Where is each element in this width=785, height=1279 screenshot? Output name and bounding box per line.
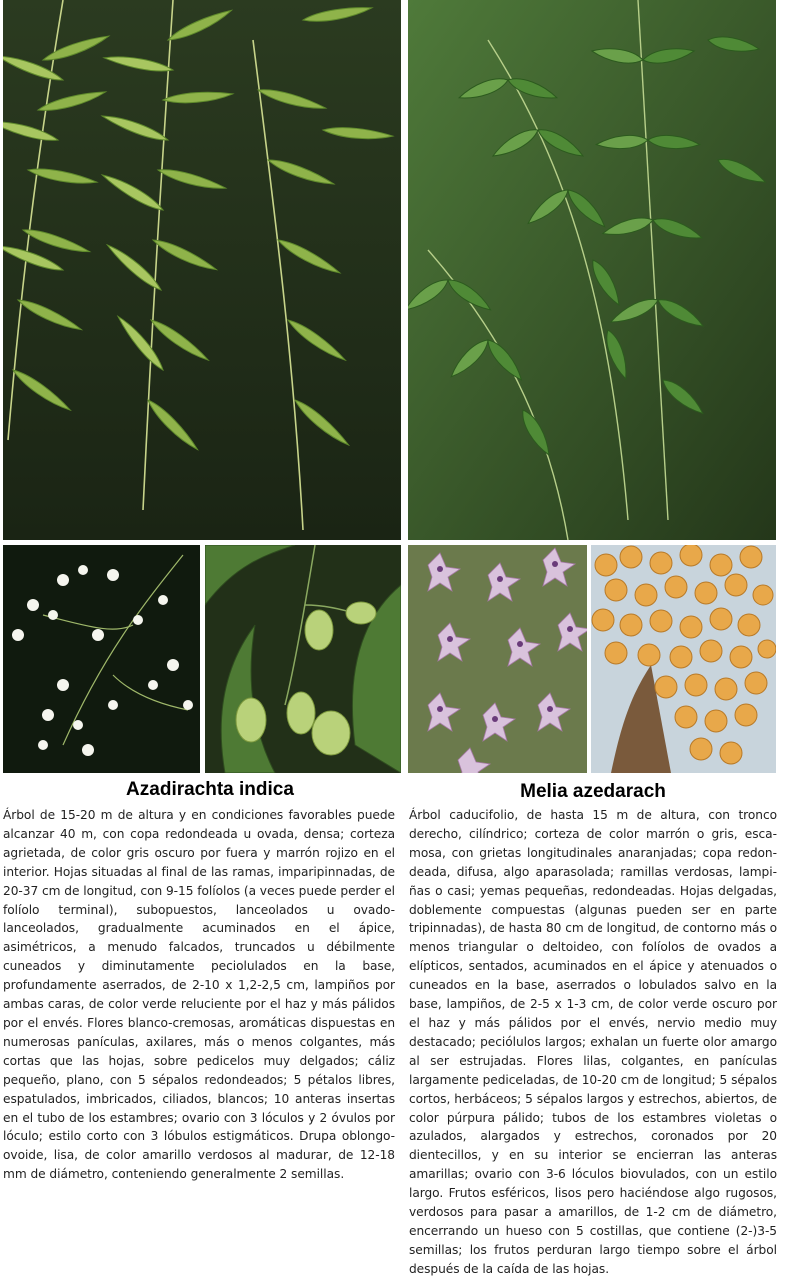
- melia-foliage-photo: [408, 0, 776, 540]
- description-melia: Árbol caducifolio, de hasta 15 m de altura, con tronco derecho, cilíndrico; corteza de color marrón o gris, escamosa, con grietas longitudinales anaranjadas; copa redondeada, difusa, algo aparasolada; ramillas verdosas, lampiñas o casi; yemas pequeñas, redondeadas. Hojas delgadas, doblemente compuestas (algunas pueden ser en parte tripinnadas), de hasta 80 cm de longitud, de contorno más o menos triangular o deltoideo, con folíolos de ovados a elípticos, sentados, acuminados en el ápice y atenuados o cuneados en la base, aserrados o lobulados salvo en la base, lampiños, de 2-5 x 1-3 cm, de color verde oscuro por el haz y más pálidos por el envés, nervio medio muy destacado; peciólulos largos; exhalan un fuerte olor amargo al ser estrujadas. Flores lilas, colgantes, en panículas largamente pediceladas, de 10-20 cm de longitud; 5 sépalos cortos, herbáceos; 5 sépalos largos y estrechos, abiertos, de color púrpura pálido; tubos de los estambres violetas o azulados, alargados y estrechos, coronados por 20 dientecillos, y en su interior se encierran las anteras amarillas; ovario con 3-6 lóculos biovulados, con un estilo largo. Frutos esféricos, lisos pero haciéndose algo rugosos, verdosos para pasar a amarillos, de 1-2 cm de diámetro, encerrando un hueso con 5 costillas, que contiene (2-)3-5 semillas; los frutos perduran largo tiempo sobre el árbol después de la caída de las hojas.: [409, 808, 777, 1276]
- species-title-melia: Melia azedarach: [520, 781, 666, 802]
- neem-foliage-photo: [3, 0, 401, 540]
- melia-fruit-photo: [591, 545, 776, 773]
- species-title-azadirachta: Azadirachta indica: [126, 779, 294, 800]
- melia-flowers-photo: [408, 545, 587, 773]
- neem-flowers-photo: [3, 545, 200, 773]
- neem-fruit-photo: [205, 545, 401, 773]
- description-azadirachta: Árbol de 15-20 m de altura y en condiciones favorables puede alcanzar 40 m, con copa redondeada u ovada, densa; corteza agrietada, de color gris oscuro por fuera y marrón rojizo en el interior. Hojas situadas al final de las ramas, imparipinnadas, de 20-37 cm de longitud, con 9-15 folíolos (a veces puede perder el folíolo terminal), subopuestos, lanceolados u ovado-lanceolados, gradualmente acuminados en el ápice, asimétricos, a menudo falcados, truncados u débilmente cuneados y diminutamente peciolulados en la base, profundamente aserrados, de 2-10 x 1,2-2,5 cm, lampiños por ambas caras, de color verde reluciente por el haz y más pálidos por el envés. Flores blanco-cremosas, aromáticas dispuestas en numerosas panículas, axilares, más o menos colgantes, más cortas que las hojas, sobre pedicelos muy delgados; cáliz pequeño, plano, con 5 sépalos redondeados; 5 pétalos libres, espatulados, imbricados, ciliados, blancos; 10 anteras insertas en el tubo de los estambres; ovario con 3 lóculos y 2 óvulos por lóculo; estilo corto con 3 lóbulos estigmáticos. Drupa oblongo-ovoide, lisa, de color amarillo verdosos al madurar, de 12-18 mm de diámetro, conteniendo generalmente 2 semillas.: [3, 808, 395, 1182]
